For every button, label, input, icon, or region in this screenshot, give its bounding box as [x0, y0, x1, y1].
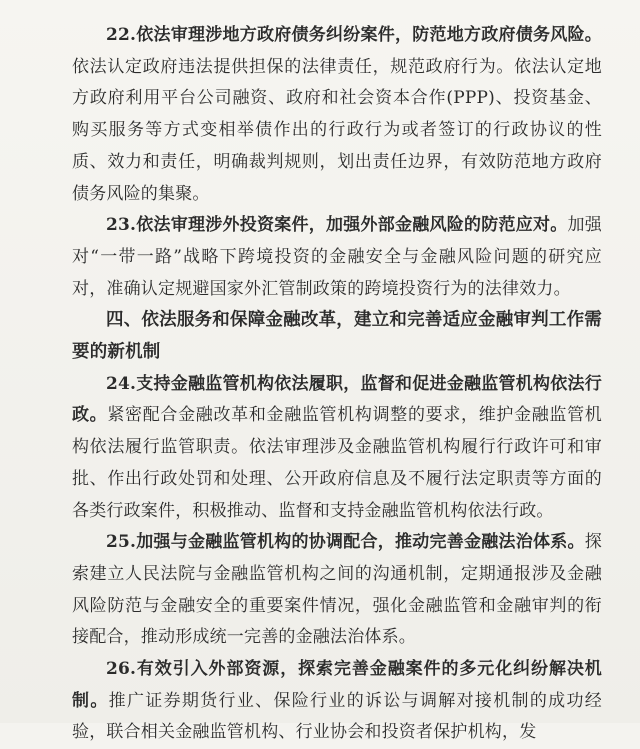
- paragraph-22-lead: 22.依法审理涉地方政府债务纠纷案件，防范地方政府债务风险。: [106, 25, 602, 45]
- paragraph-22-body: 依法认定政府违法提供担保的法律责任，规范政府行为。依法认定地方政府利用平台公司融资、政府和社会资本合作(PPP)、投资基金、购买服务等方式变相举债作出的行政行为或者签订的行政协议的性质、效力和责任，明确裁判规则，划出责任边界，有效防范地方政府债务风险的集聚。: [72, 56, 602, 204]
- paragraph-24-lead: 24.支持金融监管机构依法履职，监督和促进金融监管机构依法行政。: [72, 373, 602, 426]
- paragraph-23-body: 加强对“一带一路”战略下跨境投资的金融安全与金融风险问题的研究应对，准确认定规避国家外汇管制政策的跨境投资行为的法律效力。: [72, 215, 602, 299]
- paragraph-22: [72, 20, 602, 210]
- paragraph-26: [72, 654, 602, 749]
- paragraph-26-lead: 26.有效引入外部资源，探索完善金融案件的多元化纠纷解决机制。: [72, 659, 602, 711]
- paragraph-25-lead: 25.加强与金融监管机构的协调配合，推动完善金融法治体系。: [106, 532, 585, 553]
- section-heading-4: 四、依法服务和保障金融改革，建立和完善适应金融审判工作需要的新机制: [72, 310, 602, 363]
- paragraph-25-body: 探索建立人民法院与金融监管机构之间的沟通机制，定期通报涉及金融风险防范与金融安全的重要案件情况，强化金融监管和金融审判的衔接配合，推动形成统一完善的金融法治体系。: [72, 532, 602, 648]
- paragraph-26-body: 推广证券期货行业、保险行业的诉讼与调解对接机制的成功经验，联合相关金融监管机构、行业协会和投资者保护机构，发: [72, 690, 602, 743]
- paragraph-24-body: 紧密配合金融改革和金融监管机构调整的要求，维护金融监管机构依法履行监管职责。依法审理涉及金融监管机构履行行政许可和审批、作出行政处罚和处理、公开政府信息及不履行法定职责等方面的各类行政案件，积极推动、监督和支持金融监管机构依法行政。: [72, 405, 602, 521]
- paragraph-25: [72, 527, 602, 654]
- paragraph-24: [72, 369, 602, 528]
- paragraph-23-lead: 23.依法审理涉外投资案件，加强外部金融风险的防范应对。: [106, 215, 568, 236]
- paragraph-23: [72, 210, 602, 305]
